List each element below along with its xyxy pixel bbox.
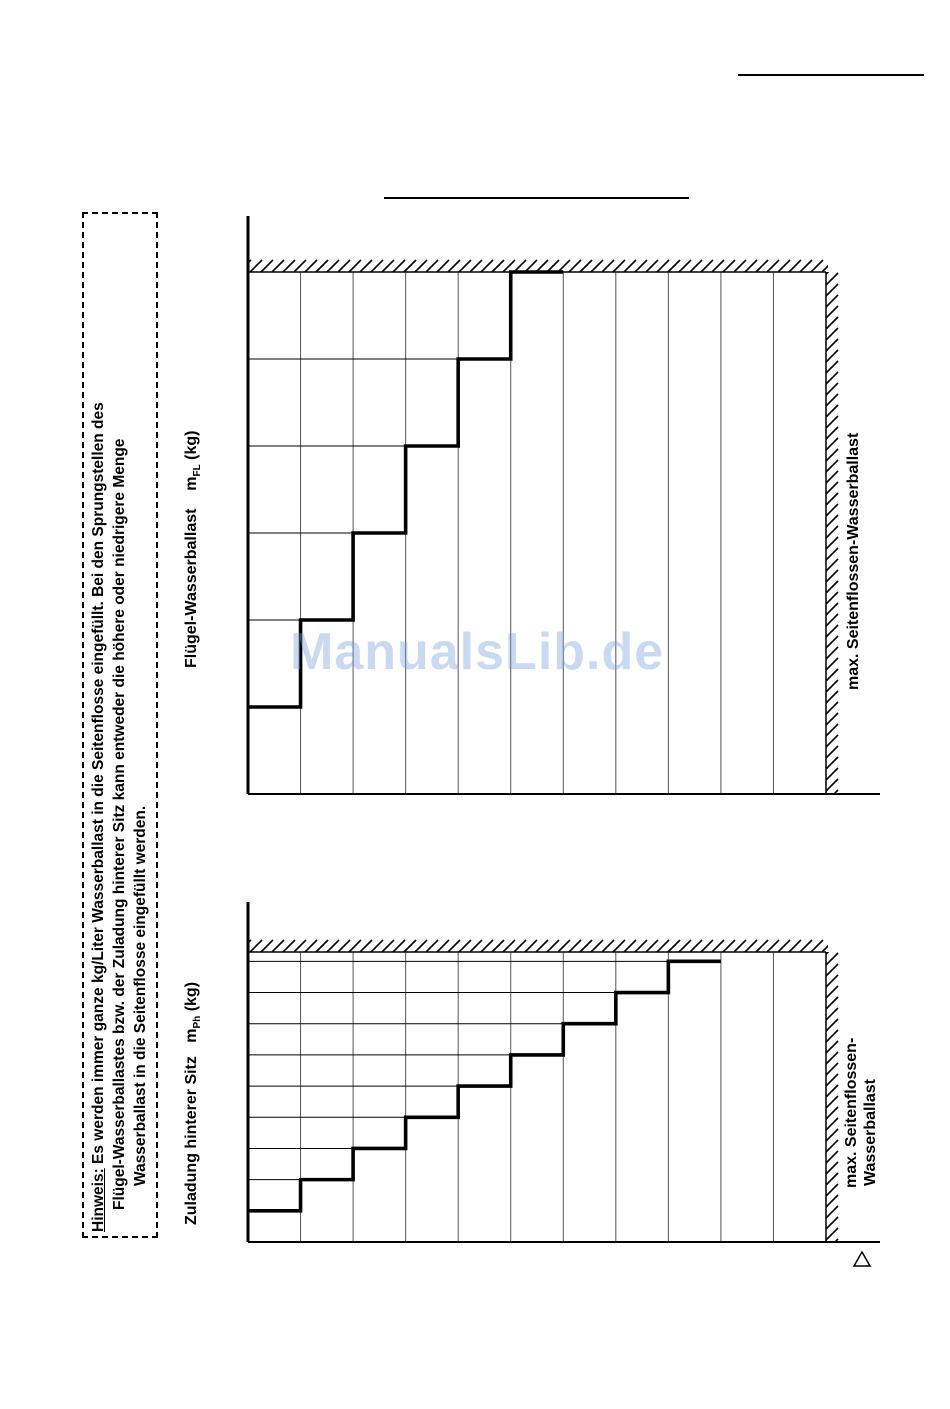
lower-chart <box>228 902 880 1273</box>
hatch-mark <box>250 260 262 272</box>
hatch-mark <box>826 1261 838 1273</box>
note-line-2: Flügel-Wasserballastes bzw. der Zuladung hinterer Sitz kann entweder die höhere oder niedrigere Menge <box>111 438 128 1210</box>
hatch-mark <box>437 940 449 952</box>
hatch-mark <box>448 260 460 272</box>
hatch-mark <box>826 1129 838 1141</box>
hatch-mark <box>826 746 838 758</box>
hatch-mark <box>826 416 838 428</box>
hatch-mark <box>826 942 838 954</box>
triangle-icon <box>854 1252 870 1266</box>
hatch-mark <box>690 260 702 272</box>
hatch-mark <box>613 260 625 272</box>
hatch-mark <box>448 940 460 952</box>
hatch-right <box>826 262 838 824</box>
hatch-mark <box>826 1228 838 1240</box>
hatch-mark <box>767 260 779 272</box>
hatch-mark <box>514 940 526 952</box>
hatch-mark <box>371 940 383 952</box>
hatch-mark <box>679 260 691 272</box>
hatch-mark <box>393 940 405 952</box>
hatch-mark <box>778 260 790 272</box>
hatch-mark <box>826 273 838 285</box>
hatch-mark <box>833 260 845 272</box>
hatch-mark <box>646 260 658 272</box>
hatch-mark <box>580 260 592 272</box>
hatch-mark <box>437 260 449 272</box>
hatch-mark <box>826 997 838 1009</box>
hatch-mark <box>826 1118 838 1130</box>
hatch-mark <box>789 940 801 952</box>
hatch-mark <box>613 940 625 952</box>
hatch-mark <box>261 940 273 952</box>
lower-axis-symbol-sub: Ph <box>192 1015 203 1029</box>
hatch-mark <box>826 1008 838 1020</box>
hatch-mark <box>826 713 838 725</box>
hatch-mark <box>826 986 838 998</box>
hatch-mark <box>826 757 838 769</box>
hatch-mark <box>723 260 735 272</box>
hatch-mark <box>371 260 383 272</box>
hatch-mark <box>826 306 838 318</box>
hatch-mark <box>305 940 317 952</box>
hatch-mark <box>826 1063 838 1075</box>
hatch-mark <box>338 260 350 272</box>
hatch-mark <box>525 940 537 952</box>
hatch-mark <box>481 260 493 272</box>
hatch-mark <box>558 940 570 952</box>
hatch-mark <box>404 940 416 952</box>
hatch-mark <box>756 260 768 272</box>
hatch-mark <box>800 260 812 272</box>
note-line-3: Wasserballast in die Seitenflosse eingefüllt werden. <box>132 805 149 1186</box>
hatch-mark <box>826 658 838 670</box>
hatch-mark <box>756 940 768 952</box>
hatch-mark <box>492 940 504 952</box>
upper-axis-symbol: m <box>183 476 200 491</box>
hatch-mark <box>826 1140 838 1152</box>
hatch-mark <box>327 260 339 272</box>
hatch-mark <box>745 260 757 272</box>
hatch-mark <box>826 493 838 505</box>
upper-axis-symbol-sub: FL <box>192 464 203 477</box>
hatch-mark <box>826 1162 838 1174</box>
hatch-mark <box>826 1184 838 1196</box>
hatch-mark <box>826 1217 838 1229</box>
hatch-mark <box>272 940 284 952</box>
hatch-mark <box>789 260 801 272</box>
upper-chart <box>228 216 880 824</box>
hatch-mark <box>580 940 592 952</box>
hatch-mark <box>360 940 372 952</box>
hatch-mark <box>826 295 838 307</box>
hatch-mark <box>415 940 427 952</box>
hatch-mark <box>668 260 680 272</box>
hatch-mark <box>294 260 306 272</box>
hatch-mark <box>826 405 838 417</box>
hatch-mark <box>826 1173 838 1185</box>
hatch-mark <box>745 940 757 952</box>
hatch-mark <box>826 1041 838 1053</box>
lower-axis-unit: (kg) <box>183 981 200 1012</box>
lower-limit-label-1: max. Seitenflossen- <box>843 1037 860 1188</box>
hatch-mark <box>536 940 548 952</box>
hatch-mark <box>826 735 838 747</box>
hatch-mark <box>470 940 482 952</box>
hatch-mark <box>826 691 838 703</box>
hatch-mark <box>826 790 838 802</box>
hatch-mark <box>294 940 306 952</box>
hatch-mark <box>283 260 295 272</box>
hatch-mark <box>624 940 636 952</box>
hatch-mark <box>826 482 838 494</box>
hatch-mark <box>327 940 339 952</box>
hatch-mark <box>492 260 504 272</box>
hatch-mark <box>316 260 328 272</box>
hatch-mark <box>826 1096 838 1108</box>
hatch-mark <box>426 940 438 952</box>
hatch-mark <box>811 260 823 272</box>
hatch-mark <box>826 680 838 692</box>
hatch-mark <box>826 317 838 329</box>
hatch-mark <box>826 779 838 791</box>
hatch-mark <box>459 940 471 952</box>
hatch-mark <box>826 383 838 395</box>
hatch-mark <box>826 768 838 780</box>
hatch-mark <box>826 603 838 615</box>
hatch-mark <box>826 570 838 582</box>
hatch-mark <box>826 515 838 527</box>
hatch-mark <box>826 964 838 976</box>
hatch-mark <box>826 1239 838 1251</box>
hatch-mark <box>316 940 328 952</box>
note-line-1: Es werden immer ganze kg/Liter Wasserballast in die Seitenflosse eingefüllt. Bei den Sprungstellen des <box>90 402 107 1164</box>
hatch-mark <box>701 260 713 272</box>
hatch-mark <box>679 940 691 952</box>
hatch-mark <box>360 260 372 272</box>
hatch-mark <box>811 940 823 952</box>
hatch-mark <box>826 953 838 965</box>
hatch-mark <box>250 940 262 952</box>
note-label: Hinweis: <box>90 1168 107 1232</box>
hatch-mark <box>382 940 394 952</box>
hatch-mark <box>228 260 240 272</box>
hatch-mark <box>826 625 838 637</box>
upper-axis-unit: (kg) <box>183 430 200 460</box>
hatch-mark <box>800 940 812 952</box>
hatch-mark <box>404 260 416 272</box>
hatch-mark <box>261 260 273 272</box>
hatch-mark <box>569 940 581 952</box>
hatch-mark <box>826 427 838 439</box>
hatch-mark <box>826 1030 838 1042</box>
hatch-mark <box>668 940 680 952</box>
hatch-mark <box>272 260 284 272</box>
hatch-mark <box>826 1019 838 1031</box>
hatch-mark <box>826 647 838 659</box>
hatch-mark <box>635 940 647 952</box>
hatch-mark <box>826 361 838 373</box>
hatch-mark <box>826 537 838 549</box>
hatch-mark <box>503 940 515 952</box>
hatch-mark <box>826 350 838 362</box>
hatch-mark <box>826 372 838 384</box>
upper-axis-title: Flügel-Wasserballast <box>183 508 200 668</box>
hatch-mark <box>826 592 838 604</box>
hatch-mark <box>826 438 838 450</box>
lower-limit-label-2: Wasserballast <box>862 1078 879 1186</box>
hatch-mark <box>338 940 350 952</box>
hatch-mark <box>826 812 838 824</box>
hatch-mark <box>826 1151 838 1163</box>
hatch-mark <box>822 260 834 272</box>
hatch-mark <box>844 260 856 272</box>
hatch-mark <box>826 504 838 516</box>
hatch-mark <box>602 260 614 272</box>
hatch-mark <box>826 581 838 593</box>
hatch-mark <box>826 724 838 736</box>
hatch-mark <box>822 940 834 952</box>
hatch-mark <box>826 1085 838 1097</box>
hatch-mark <box>826 1052 838 1064</box>
hatch-mark <box>826 1195 838 1207</box>
hatch-mark <box>635 260 647 272</box>
hatch-mark <box>382 260 394 272</box>
hatch-mark <box>393 260 405 272</box>
hatch-mark <box>826 262 838 274</box>
hatch-mark <box>459 260 471 272</box>
hatch-mark <box>470 260 482 272</box>
hatch-mark <box>826 801 838 813</box>
watermark: ManualsLib.de <box>290 623 665 681</box>
hatch-mark <box>826 394 838 406</box>
hatch-mark <box>826 1250 838 1262</box>
hatch-mark <box>624 260 636 272</box>
hatch-mark <box>826 975 838 987</box>
hatch-mark <box>602 940 614 952</box>
hatch-mark <box>826 471 838 483</box>
hatch-mark <box>778 940 790 952</box>
hatch-mark <box>826 636 838 648</box>
lower-axis-title: Zuladung hinterer Sitz <box>183 1056 200 1225</box>
hatch-mark <box>426 260 438 272</box>
hatch-mark <box>305 260 317 272</box>
hatch-mark <box>844 940 856 952</box>
hatch-mark <box>826 559 838 571</box>
upper-limit-label: max. Seitenflossen-Wasserballast <box>845 432 862 690</box>
hatch-mark <box>283 940 295 952</box>
hatch-mark <box>833 940 845 952</box>
hatch-mark <box>481 940 493 952</box>
hatch-mark <box>826 460 838 472</box>
hatch-mark <box>767 940 779 952</box>
hatch-mark <box>826 669 838 681</box>
hatch-mark <box>591 260 603 272</box>
hatch-mark <box>826 702 838 714</box>
hatch-right <box>826 942 838 1273</box>
hatch-mark <box>723 940 735 952</box>
hatch-mark <box>826 339 838 351</box>
hatch-mark <box>826 1206 838 1218</box>
hatch-mark <box>826 1074 838 1086</box>
hatch-mark <box>826 449 838 461</box>
lower-axis-symbol: m <box>183 1028 200 1043</box>
hatch-mark <box>646 940 658 952</box>
hatch-mark <box>712 940 724 952</box>
hatch-mark <box>712 260 724 272</box>
hatch-mark <box>826 1107 838 1119</box>
hatch-mark <box>826 284 838 296</box>
hatch-mark <box>415 260 427 272</box>
hatch-mark <box>826 328 838 340</box>
hatch-mark <box>349 260 361 272</box>
hatch-mark <box>826 614 838 626</box>
hatch-top <box>228 940 856 952</box>
hatch-mark <box>657 260 669 272</box>
hatch-mark <box>569 260 581 272</box>
hatch-mark <box>547 940 559 952</box>
hatch-mark <box>591 940 603 952</box>
hatch-mark <box>734 940 746 952</box>
hatch-mark <box>228 940 240 952</box>
hatch-mark <box>826 526 838 538</box>
hatch-mark <box>826 548 838 560</box>
hatch-mark <box>657 940 669 952</box>
hatch-mark <box>701 940 713 952</box>
hatch-mark <box>690 940 702 952</box>
hatch-mark <box>734 260 746 272</box>
hatch-mark <box>349 940 361 952</box>
